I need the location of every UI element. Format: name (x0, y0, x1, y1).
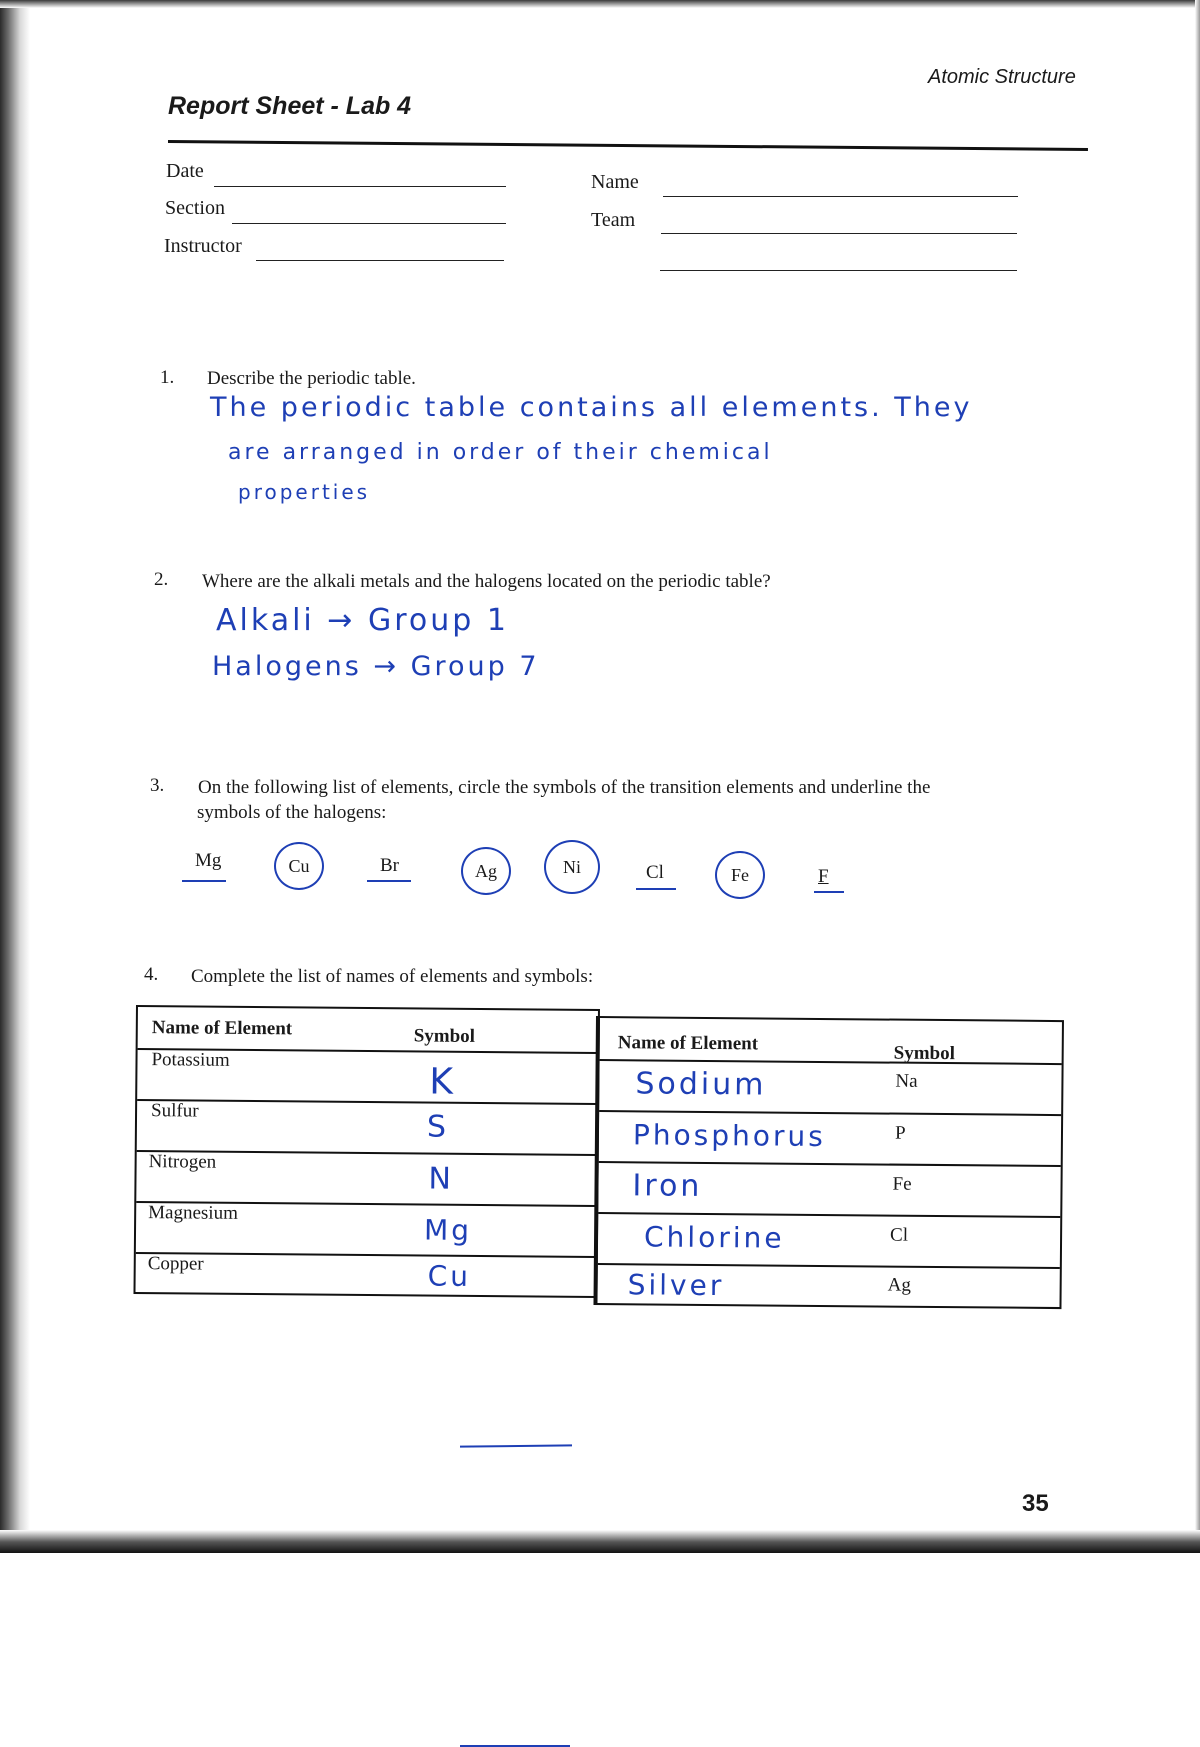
table-right-header-name: Name of Element (617, 1032, 759, 1055)
question-3-number: 3. (150, 775, 165, 796)
element-mg: Mg (195, 850, 222, 871)
table-left-header-symbol: Symbol (413, 1025, 476, 1047)
table-left-row-4-name: Magnesium (148, 1202, 238, 1224)
table-left-row-4-symbol: Mg (423, 1213, 473, 1247)
table-right-header-symbol: Symbol (893, 1042, 956, 1065)
table-right-row-2-name: Phosphorus (632, 1118, 826, 1154)
table-left-row-2-symbol: S (426, 1109, 450, 1145)
name-field[interactable] (663, 196, 1018, 197)
report-title: Report Sheet - Lab 4 (168, 92, 412, 120)
table-right-row-5-name: Silver (627, 1268, 725, 1303)
date-field[interactable] (214, 186, 506, 187)
table-left-row-1-symbol: K (429, 1061, 457, 1103)
instructor-label: Instructor (164, 235, 242, 257)
scan-edge-right (1195, 0, 1200, 1553)
circle-ni (544, 840, 600, 894)
elements-table-right (593, 1016, 1064, 1309)
page-number: 35 (1022, 1490, 1049, 1517)
table-left-row-2-name: Sulfur (150, 1100, 199, 1122)
answer-2-line-2: Halogens → Group 7 (212, 651, 540, 682)
underline-cl (636, 888, 676, 890)
table-left-row-5-name: Copper (147, 1253, 204, 1275)
section-field[interactable] (232, 223, 506, 224)
question-1-text: Describe the periodic table. (207, 368, 416, 389)
element-ag: Ag (475, 860, 497, 881)
element-f: F (818, 866, 829, 887)
table-right-row-3-symbol: Fe (892, 1173, 912, 1195)
scan-edge-top (0, 0, 1200, 8)
table-right-header-rule (600, 1059, 1062, 1065)
question-4-number: 4. (144, 964, 159, 985)
table-left-rule-1 (137, 1099, 597, 1105)
title-rule (168, 140, 1088, 151)
table-right-row-5-symbol: Ag (887, 1274, 911, 1296)
table-left-row-3-symbol: N (428, 1161, 455, 1197)
table-right-row-1-symbol: Na (895, 1070, 918, 1092)
team-field-2[interactable] (660, 270, 1017, 271)
table-right-rule-1 (599, 1110, 1061, 1116)
element-cl: Cl (646, 862, 664, 883)
date-label: Date (166, 160, 204, 182)
element-cu: Cu (288, 855, 310, 876)
table-right-row-1-name: Sodium (635, 1066, 767, 1103)
scan-edge-left (0, 0, 30, 1553)
answer-1-line-2: are arranged in order of their chemical (228, 440, 773, 465)
section-label: Section (165, 197, 225, 219)
table-right-row-3-name: Iron (632, 1168, 703, 1204)
question-1-number: 1. (160, 367, 175, 388)
table-right-row-4-name: Chlorine (643, 1220, 785, 1255)
table-left-row-1-name: Potassium (151, 1049, 230, 1071)
team-label: Team (591, 209, 636, 231)
circle-fe (715, 851, 765, 899)
table-right-row-4-symbol: Cl (890, 1224, 909, 1246)
question-2-number: 2. (154, 569, 169, 590)
answer-2-line-1: Alkali → Group 1 (216, 603, 509, 638)
table-right-rule-2 (599, 1161, 1061, 1167)
question-2-text: Where are the alkali metals and the halogens located on the periodic table? (202, 571, 771, 592)
underline-mg (182, 880, 226, 882)
element-br: Br (380, 855, 399, 876)
element-ni: Ni (563, 856, 581, 877)
question-4-text: Complete the list of names of elements and symbols: (191, 966, 594, 987)
table-right-row-2-symbol: P (894, 1122, 906, 1144)
section-title: Atomic Structure (928, 66, 1076, 88)
table-left-header-name: Name of Element (151, 1017, 293, 1040)
question-3-text-line-2: symbols of the halogens: (197, 802, 387, 823)
team-field-1[interactable] (661, 233, 1017, 234)
answer-1-line-3: properties (238, 480, 371, 504)
underline-f (814, 891, 844, 893)
elements-table-left (133, 1005, 600, 1298)
instructor-field[interactable] (256, 260, 504, 261)
stray-ink-line (460, 1444, 572, 1447)
answer-1-line-1: The periodic table contains all elements. They (210, 392, 973, 423)
scan-edge-bottom (0, 1530, 1200, 1553)
table-right-rule-3 (598, 1212, 1060, 1218)
table-left-rule-4 (136, 1252, 596, 1258)
element-fe: Fe (731, 864, 749, 885)
question-3-text-line-1: On the following list of elements, circle the symbols of the transition elements and underline the (198, 777, 931, 798)
circle-cu (274, 842, 324, 890)
table-left-row-3-name: Nitrogen (148, 1151, 217, 1173)
name-label: Name (591, 171, 639, 193)
table-left-row-5-symbol: Cu (427, 1259, 472, 1293)
circle-ag (461, 847, 511, 895)
underline-br (367, 880, 411, 882)
